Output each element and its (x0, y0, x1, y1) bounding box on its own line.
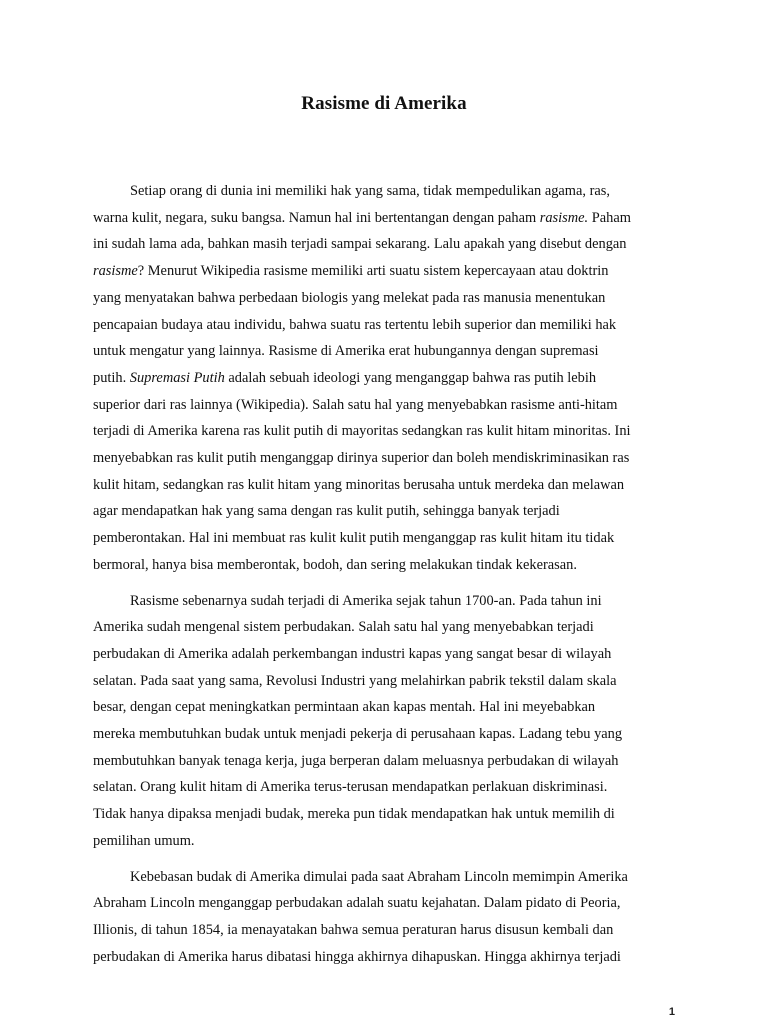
text-line (93, 694, 683, 721)
text-segment: kulit hitam, sedangkan ras kulit hitam yang minoritas berusaha untuk merdeka dan melawan (93, 476, 625, 493)
text-segment: besar, dengan cepat meningkatkan permintaan akan kapas mentah. Hal ini meyebabkan (93, 699, 596, 716)
text-segment: perbudakan di Amerika adalah perkembangan industri kapas yang sangat besar di wilayah (93, 645, 612, 662)
text-line (93, 588, 683, 615)
text-segment: mereka membutuhkan budak untuk menjadi pekerja di perusahaan kapas. Ladang tebu yang (93, 726, 623, 743)
text-segment: ? Menurut Wikipedia rasisme memiliki arti suatu sistem kepercayaan atau doktrin (137, 263, 609, 280)
text-segment: adalah sebuah ideologi yang menganggap bahwa ras putih lebih (224, 369, 597, 386)
text-line (93, 944, 683, 971)
text-segment: perbudakan di Amerika harus dibatasi hingga akhirnya dihapuskan. Hingga akhirnya terjadi (93, 948, 621, 965)
text-segment: yang menyatakan bahwa perbedaan biologis yang melekat pada ras manusia menentukan (93, 289, 606, 306)
text-line (93, 312, 683, 339)
text-line (93, 668, 683, 695)
text-line (93, 774, 683, 801)
text-line (93, 365, 683, 392)
text-line (93, 721, 683, 748)
text-segment: pemberontakan. Hal ini membuat ras kulit kulit putih menganggap ras kulit hitam itu tidak (93, 530, 615, 547)
text-line (93, 392, 683, 419)
document-body (93, 178, 683, 979)
text-segment: Illionis, di tahun 1854, ia menayatakan bahwa semua peraturan harus disusun kembali dan (93, 921, 614, 938)
text-segment: terjadi di Amerika karena ras kulit putih di mayoritas sedangkan ras kulit hitam minoritas. Ini (93, 423, 631, 440)
italic-term: Supremasi Putih (129, 369, 225, 386)
text-segment: menyebabkan ras kulit putih menganggap dirinya superior dan boleh mendiskriminasikan ras (93, 450, 630, 467)
text-segment: superior dari ras lainnya (Wikipedia). Salah satu hal yang menyebabkan rasisme anti-hitam (93, 396, 618, 413)
italic-term: rasisme. (539, 209, 589, 226)
text-segment: Amerika sudah mengenal sistem perbudakan. Salah satu hal yang menyebabkan terjadi (93, 619, 594, 636)
paragraph (93, 864, 683, 971)
text-line (93, 178, 683, 205)
text-segment: selatan. Pada saat yang sama, Revolusi Industri yang melahirkan pabrik tekstil dalam skala (93, 672, 617, 689)
text-segment: Kebebasan budak di Amerika dimulai pada saat Abraham Lincoln memimpin Amerika (130, 868, 628, 885)
text-segment: bermoral, hanya bisa memberontak, bodoh, dan sering melakukan tindak kekerasan. (93, 556, 577, 573)
text-line (93, 338, 683, 365)
text-line (93, 552, 683, 579)
text-segment: pencapaian budaya atau individu, bahwa suatu ras tertentu lebih superior dan memiliki hak (93, 316, 617, 333)
text-line (93, 258, 683, 285)
text-segment: selatan. Orang kulit hitam di Amerika terus-terusan mendapatkan perlakuan diskriminasi. (93, 779, 608, 796)
text-line (93, 418, 683, 445)
text-line (93, 641, 683, 668)
text-line (93, 445, 683, 472)
text-line (93, 231, 683, 258)
text-segment: warna kulit, negara, suku bangsa. Namun hal ini bertentangan dengan paham (93, 209, 540, 226)
text-line (93, 285, 683, 312)
text-segment: Abraham Lincoln menganggap perbudakan adalah suatu kejahatan. Dalam pidato di Peoria, (93, 895, 621, 912)
paragraph (93, 588, 683, 855)
text-line (93, 525, 683, 552)
text-line (93, 864, 683, 891)
text-segment: agar mendapatkan hak yang sama dengan ras kulit putih, sehingga banyak terjadi (93, 503, 560, 520)
page-title: Rasisme di Amerika (301, 93, 467, 114)
text-segment: membutuhkan banyak tenaga kerja, juga berperan dalam meluasnya perbudakan di wilayah (93, 752, 619, 769)
text-segment: ini sudah lama ada, bahkan masih terjadi sampai sekarang. Lalu apakah yang disebut dengan (93, 236, 627, 253)
text-segment: putih. (93, 369, 130, 386)
text-line (93, 748, 683, 775)
text-line (93, 828, 683, 855)
text-line (93, 917, 683, 944)
text-line (93, 472, 683, 499)
page-number: 1 (668, 1006, 675, 1018)
text-line (93, 205, 683, 232)
text-segment: Paham (588, 209, 631, 226)
italic-term: rasisme (93, 263, 138, 280)
text-line (93, 890, 683, 917)
text-segment: Setiap orang di dunia ini memiliki hak yang sama, tidak mempedulikan agama, ras, (130, 183, 610, 199)
text-segment: Rasisme sebenarnya sudah terjadi di Amerika sejak tahun 1700-an. Pada tahun ini (130, 592, 602, 609)
text-segment: untuk mengatur yang lainnya. Rasisme di Amerika erat hubungannya dengan supremasi (93, 343, 599, 360)
text-line (93, 498, 683, 525)
text-line (93, 614, 683, 641)
text-segment: Tidak hanya dipaksa menjadi budak, mereka pun tidak mendapatkan hak untuk memilih di (93, 806, 615, 823)
paragraph (93, 178, 683, 579)
text-segment: pemilihan umum. (93, 832, 195, 849)
text-line (93, 801, 683, 828)
